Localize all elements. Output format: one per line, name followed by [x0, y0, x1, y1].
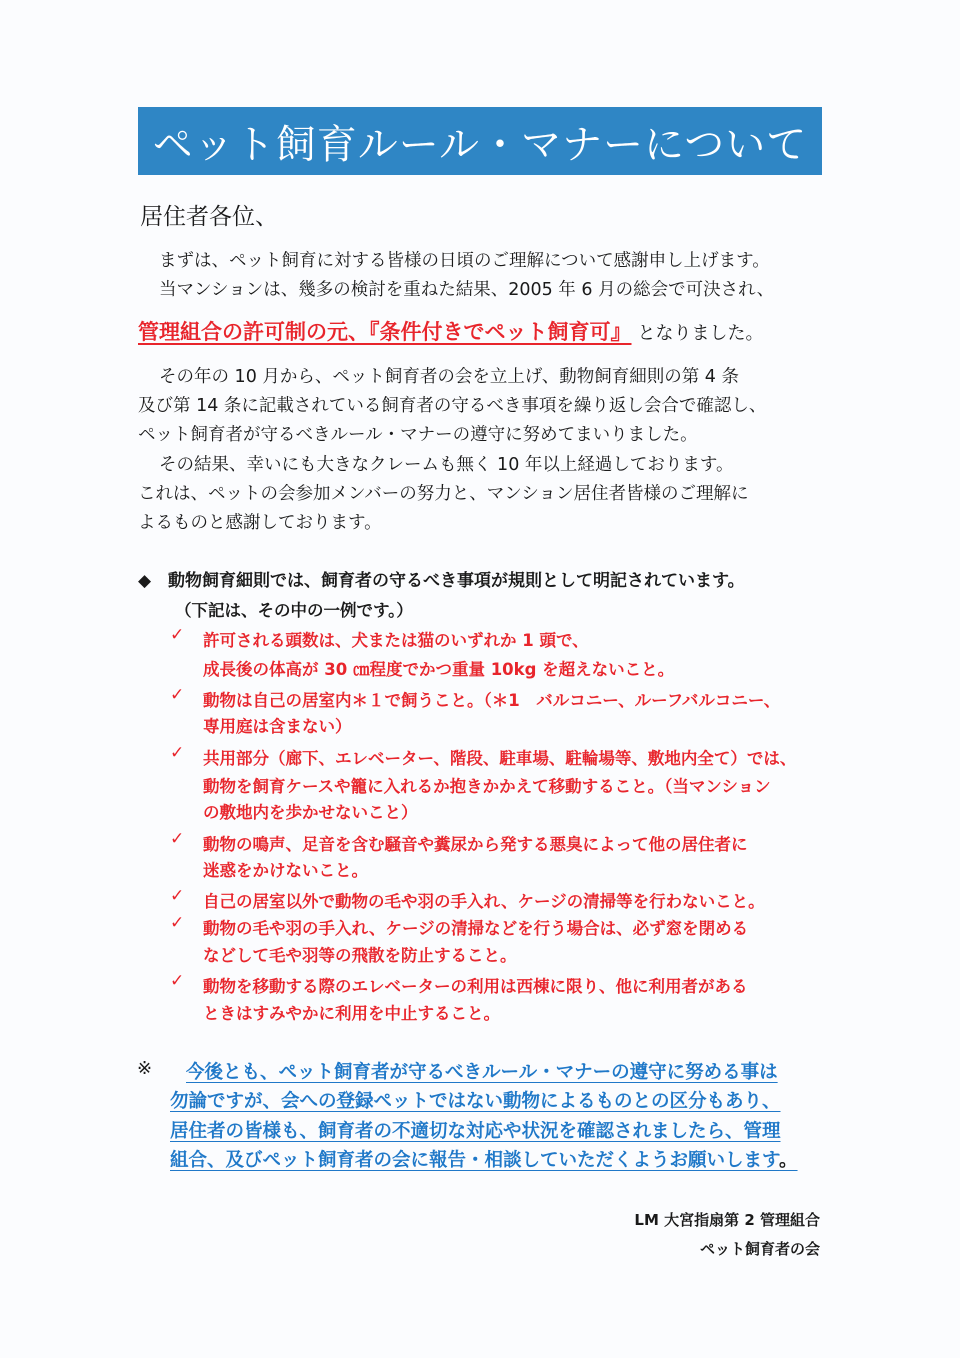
check-icon: ✓ — [170, 913, 185, 933]
body-line: その年の 10 月から、ペット飼育者の会を立上げ、動物飼育細則の第 4 条 — [159, 367, 739, 387]
rules-heading-text: 動物飼育細則では、飼育者の守るべき事項が規則として明記されています。 — [168, 571, 745, 591]
title-banner — [138, 107, 822, 175]
rule-line: ときはすみやかに利用を中止すること。 — [203, 1004, 500, 1023]
rule-line: 動物は自己の居室内＊１で飼うこと。（＊1 バルコニー、ルーフバルコニー、 — [203, 691, 781, 710]
rule-line: の敷地内を歩かせないこと） — [203, 803, 418, 822]
intro-line: まずは、ペット飼育に対する皆様の日頃のご理解について感謝申し上げます。 — [159, 251, 770, 271]
salutation: 居住者各位、 — [140, 204, 278, 230]
body-line: その結果、幸いにも大きなクレームも無く 10 年以上経過しております。 — [159, 455, 734, 475]
rule-line: 動物を飼育ケースや籠に入れるか抱きかかえて移動すること。（当マンション — [203, 777, 771, 796]
rule-line: 動物を移動する際のエレベーターの利用は西棟に限り、他に利用者がある — [203, 977, 748, 996]
rule-line: 動物の鳴声、足音を含む騒音や糞尿から発する悪臭によって他の居住者に — [203, 835, 748, 854]
page-title: ペット飼育ルール・マナーについて — [152, 121, 808, 168]
intro-line: 当マンションは、幾多の検討を重ねた結果、2005 年 6 月の総会で可決され、 — [159, 280, 775, 300]
check-icon: ✓ — [170, 886, 185, 906]
note-tail: 。 — [779, 1150, 798, 1171]
rule-line: 自己の居室以外で動物の毛や羽の手入れ、ケージの清掃等を行わないこと。 — [203, 892, 765, 911]
rule-line: 共用部分（廊下、エレベーター、階段、駐車場、駐輪場等、敷地内全て）では、 — [203, 749, 797, 768]
note-line-last — [170, 1146, 798, 1172]
rule-line: 成長後の体高が 30 ㎝程度でかつ重量 10kg を超えないこと。 — [203, 660, 675, 679]
body-line: これは、ペットの会参加メンバーの努力と、マンション居住者皆様のご理解に — [138, 484, 749, 504]
check-icon: ✓ — [170, 743, 185, 763]
highlight-statement — [138, 316, 764, 346]
note-mark: ※ — [137, 1058, 153, 1079]
highlight-red-text: 管理組合の許可制の元、『条件付きでペット飼育可』 — [138, 320, 632, 344]
note-line: 勿論ですが、会への登録ペットではない動物によるものとの区分もあり、 — [170, 1091, 781, 1112]
rule-line: 動物の毛や羽の手入れ、ケージの清掃などを行う場合は、必ず窓を閉める — [203, 919, 749, 938]
body-line: よるものと感謝しております。 — [138, 513, 382, 533]
rule-line: などして毛や羽等の飛散を防止すること。 — [203, 946, 517, 965]
check-icon: ✓ — [170, 971, 185, 991]
check-icon: ✓ — [170, 625, 185, 645]
body-line: ペット飼育者が守るべきルール・マナーの遵守に努めてまいりました。 — [138, 425, 698, 445]
note-line: 居住者の皆様も、飼育者の不適切な対応や状況を確認されましたら、管理 — [170, 1121, 781, 1142]
rule-line: 迷惑をかけないこと。 — [203, 861, 368, 880]
rules-subheading: （下記は、その中の一例です。） — [175, 601, 413, 620]
signature-association: LM 大宮指扇第 2 管理組合 — [634, 1211, 820, 1229]
highlight-normal-text: となりました。 — [637, 323, 764, 344]
rule-line: 許可される頭数は、犬または猫のいずれか 1 頭で、 — [203, 631, 589, 650]
signature-group: ペット飼育者の会 — [699, 1240, 820, 1258]
note-line: 組合、及びペット飼育者の会に報告・相談していただくようお願いします — [170, 1150, 780, 1171]
check-icon: ✓ — [170, 829, 185, 849]
check-icon: ✓ — [170, 685, 185, 705]
note-line: 今後とも、ペット飼育者が守るべきルール・マナーの遵守に努める事は — [186, 1062, 778, 1083]
rules-heading — [138, 566, 745, 591]
body-line: 及び第 14 条に記載されている飼育者の守るべき事項を繰り返し会合で確認し、 — [138, 396, 767, 416]
rule-line: 専用庭は含まない） — [203, 717, 352, 736]
diamond-bullet-icon: ◆ — [138, 571, 152, 591]
